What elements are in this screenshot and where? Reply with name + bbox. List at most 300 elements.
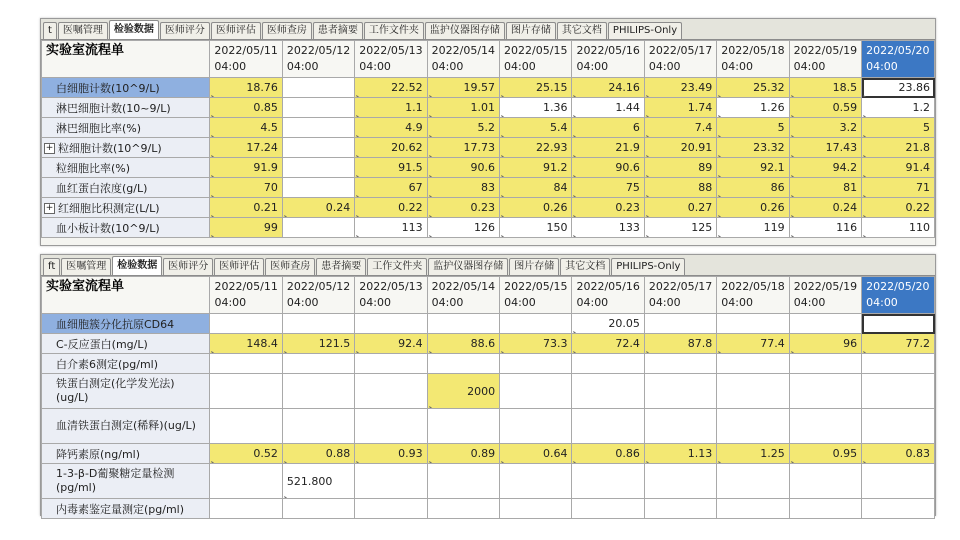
result-cell[interactable]	[355, 178, 427, 198]
result-cell[interactable]	[355, 374, 427, 409]
date-column-header[interactable]	[282, 41, 354, 78]
table-row	[42, 409, 935, 444]
result-cell[interactable]	[572, 314, 644, 334]
tab-9[interactable]: 其它文档	[557, 22, 607, 39]
column-date: 2022/05/19	[793, 44, 858, 57]
result-cell[interactable]	[210, 314, 282, 334]
result-cell[interactable]	[789, 218, 861, 238]
result-cell[interactable]	[282, 118, 354, 138]
result-cell[interactable]	[572, 444, 644, 464]
row-label-text: 血小板计数(10^9/L)	[56, 221, 160, 235]
result-cell[interactable]	[282, 178, 354, 198]
tab-10[interactable]: PHILIPS-Only	[608, 22, 682, 39]
result-cell[interactable]	[862, 118, 935, 138]
result-cell[interactable]	[717, 98, 789, 118]
result-cell[interactable]	[355, 314, 427, 334]
result-cell[interactable]	[500, 409, 572, 444]
result-cell[interactable]	[500, 78, 572, 98]
row-label[interactable]	[42, 118, 210, 138]
result-cell[interactable]	[427, 218, 499, 238]
result-cell[interactable]	[355, 138, 427, 158]
result-cell[interactable]	[644, 444, 716, 464]
result-cell[interactable]	[717, 118, 789, 138]
result-value: 17.73	[463, 141, 496, 154]
result-value: 7.4	[694, 121, 713, 134]
result-cell[interactable]	[717, 374, 789, 409]
result-value: 90.6	[470, 161, 496, 174]
result-cell[interactable]	[427, 499, 499, 519]
result-cell[interactable]	[210, 98, 282, 118]
date-column-header[interactable]	[717, 277, 789, 314]
date-column-header[interactable]	[644, 277, 716, 314]
result-cell[interactable]	[717, 354, 789, 374]
result-cell[interactable]	[500, 158, 572, 178]
result-cell[interactable]	[789, 374, 861, 409]
result-value: 88.6	[470, 337, 496, 350]
result-cell[interactable]	[427, 374, 499, 409]
result-cell[interactable]	[572, 198, 644, 218]
result-cell[interactable]	[862, 178, 935, 198]
result-cell[interactable]	[500, 118, 572, 138]
result-cell[interactable]	[500, 464, 572, 499]
row-label-text: 降钙素原(ng/ml)	[56, 447, 141, 461]
date-column-header[interactable]	[789, 41, 861, 78]
result-cell[interactable]	[644, 464, 716, 499]
row-label[interactable]	[42, 374, 210, 409]
table-row	[42, 314, 935, 334]
result-cell[interactable]	[862, 138, 935, 158]
result-cell[interactable]	[572, 499, 644, 519]
result-cell[interactable]	[862, 374, 935, 409]
result-cell[interactable]	[717, 334, 789, 354]
result-cell[interactable]	[862, 354, 935, 374]
result-value: 92.1	[760, 161, 785, 174]
result-cell[interactable]	[210, 334, 282, 354]
result-cell[interactable]	[789, 98, 861, 118]
result-cell[interactable]	[427, 178, 499, 198]
result-cell[interactable]	[717, 444, 789, 464]
result-value: 22.52	[391, 81, 423, 94]
result-value: 96	[843, 337, 858, 350]
tab-6[interactable]: 工作文件夹	[367, 258, 427, 275]
date-column-header[interactable]	[789, 277, 861, 314]
tab-10[interactable]: PHILIPS-Only	[611, 258, 685, 275]
result-cell[interactable]	[427, 409, 499, 444]
result-value: 5.4	[549, 121, 568, 134]
result-cell[interactable]	[572, 118, 644, 138]
result-cell[interactable]	[427, 98, 499, 118]
tab-8[interactable]: 图片存储	[509, 258, 559, 275]
result-cell[interactable]	[572, 138, 644, 158]
column-date: 2022/05/12	[286, 44, 351, 57]
result-cell[interactable]	[282, 78, 354, 98]
row-label-text: 粒细胞比率(%)	[56, 161, 131, 175]
tab-8[interactable]: 图片存储	[506, 22, 556, 39]
cell-marker-icon	[718, 235, 723, 237]
date-column-header[interactable]	[500, 277, 572, 314]
result-cell[interactable]	[427, 354, 499, 374]
result-cell[interactable]	[355, 98, 427, 118]
result-cell[interactable]	[355, 354, 427, 374]
date-column-header[interactable]	[572, 41, 644, 78]
result-cell[interactable]	[427, 314, 499, 334]
table-row	[42, 464, 935, 499]
result-cell[interactable]	[282, 198, 354, 218]
result-value: 90.6	[615, 161, 640, 174]
row-label[interactable]	[42, 178, 210, 198]
result-value: 1.2	[912, 101, 930, 114]
result-cell[interactable]	[210, 198, 282, 218]
result-cell[interactable]	[789, 158, 861, 178]
table-row	[42, 158, 935, 178]
result-value: 0.83	[905, 447, 930, 460]
result-cell[interactable]	[282, 218, 354, 238]
result-cell[interactable]	[644, 178, 716, 198]
tab-fragment[interactable]: t	[43, 22, 57, 39]
row-label[interactable]	[42, 334, 210, 354]
result-cell[interactable]	[282, 409, 354, 444]
result-value: 86	[770, 181, 785, 194]
result-cell[interactable]	[210, 78, 282, 98]
result-cell[interactable]	[355, 218, 427, 238]
result-cell[interactable]	[572, 158, 644, 178]
result-value: 25.32	[753, 81, 785, 94]
result-cell[interactable]	[210, 464, 282, 499]
result-cell[interactable]	[355, 409, 427, 444]
column-time: 04:00	[576, 296, 609, 309]
result-cell[interactable]	[717, 158, 789, 178]
lab-flowsheet-table	[41, 276, 935, 519]
result-cell[interactable]	[427, 78, 499, 98]
result-value: 94.2	[832, 161, 858, 174]
result-cell[interactable]	[862, 198, 935, 218]
result-cell[interactable]	[644, 118, 716, 138]
row-label-text: C-反应蛋白(mg/L)	[56, 337, 148, 351]
tab-2[interactable]: 医师评分	[163, 258, 213, 275]
result-value: 91.5	[398, 161, 423, 174]
tab-6[interactable]: 工作文件夹	[364, 22, 424, 39]
result-cell[interactable]	[717, 198, 789, 218]
tab-fragment[interactable]: ft	[43, 258, 60, 275]
result-cell[interactable]	[789, 138, 861, 158]
result-value: 99	[263, 221, 278, 234]
table-row	[42, 178, 935, 198]
column-date: 2022/05/16	[576, 44, 640, 57]
result-value: 20.05	[608, 317, 640, 330]
result-cell[interactable]	[427, 198, 499, 218]
result-cell[interactable]	[282, 444, 354, 464]
result-value: 121.5	[318, 337, 351, 350]
result-cell[interactable]	[862, 218, 935, 238]
result-value: 24.16	[608, 81, 640, 94]
result-cell[interactable]	[427, 464, 499, 499]
result-cell[interactable]	[862, 78, 935, 98]
result-cell[interactable]	[717, 178, 789, 198]
result-cell[interactable]	[572, 178, 644, 198]
date-column-header[interactable]	[427, 41, 499, 78]
tab-0[interactable]: 医嘱管理	[61, 258, 111, 275]
date-column-header[interactable]	[355, 41, 427, 78]
result-cell[interactable]	[210, 178, 282, 198]
result-cell[interactable]	[282, 374, 354, 409]
row-label-text: 内毒素鉴定量测定(pg/ml)	[56, 502, 185, 516]
result-cell[interactable]	[355, 158, 427, 178]
result-cell[interactable]	[500, 354, 572, 374]
date-column-header[interactable]	[210, 277, 282, 314]
column-date: 2022/05/18	[721, 280, 785, 293]
result-cell[interactable]	[644, 198, 716, 218]
tab-7[interactable]: 监护仪器图存储	[428, 258, 508, 275]
result-cell[interactable]	[282, 499, 354, 519]
result-cell[interactable]	[572, 98, 644, 118]
result-value: 70	[263, 181, 278, 194]
row-label[interactable]	[42, 158, 210, 178]
result-cell[interactable]	[644, 218, 716, 238]
tab-5[interactable]: 患者摘要	[316, 258, 366, 275]
result-cell[interactable]	[427, 444, 499, 464]
result-value: 21.9	[615, 141, 640, 154]
column-date: 2022/05/15	[504, 280, 568, 293]
result-cell[interactable]	[789, 499, 861, 519]
column-date: 2022/05/13	[359, 44, 423, 57]
result-value: 18.76	[246, 81, 278, 94]
result-cell[interactable]	[717, 409, 789, 444]
result-value: 521.800	[286, 474, 333, 488]
row-label-text: 血红蛋白浓度(g/L)	[56, 181, 148, 195]
result-cell[interactable]	[210, 444, 282, 464]
result-cell[interactable]	[282, 334, 354, 354]
result-cell[interactable]	[427, 158, 499, 178]
result-cell[interactable]	[427, 138, 499, 158]
result-value: 17.43	[825, 141, 858, 154]
tab-5[interactable]: 患者摘要	[313, 22, 363, 39]
result-cell[interactable]	[644, 78, 716, 98]
result-value: 91.4	[905, 161, 930, 174]
result-cell[interactable]	[500, 499, 572, 519]
result-cell[interactable]	[717, 78, 789, 98]
result-cell[interactable]	[282, 138, 354, 158]
result-cell[interactable]	[862, 158, 935, 178]
tab-3[interactable]: 医师评估	[211, 22, 261, 39]
result-cell[interactable]	[862, 98, 935, 118]
result-cell[interactable]	[427, 334, 499, 354]
result-cell[interactable]	[500, 334, 572, 354]
result-cell[interactable]	[355, 444, 427, 464]
result-cell[interactable]	[210, 158, 282, 178]
row-label[interactable]	[42, 444, 210, 464]
row-label[interactable]	[42, 499, 210, 519]
tab-9[interactable]: 其它文档	[560, 258, 610, 275]
result-cell[interactable]	[644, 98, 716, 118]
date-column-header[interactable]	[862, 41, 935, 78]
tab-1[interactable]: 检验数据	[112, 256, 162, 275]
row-label[interactable]	[42, 314, 210, 334]
result-cell[interactable]	[210, 138, 282, 158]
result-cell[interactable]	[789, 198, 861, 218]
date-column-header[interactable]	[355, 277, 427, 314]
result-cell[interactable]	[355, 464, 427, 499]
result-cell[interactable]	[282, 464, 354, 499]
date-column-header[interactable]	[427, 277, 499, 314]
result-cell[interactable]	[500, 98, 572, 118]
result-cell[interactable]	[210, 218, 282, 238]
result-cell[interactable]	[282, 354, 354, 374]
tab-4[interactable]: 医师查房	[265, 258, 315, 275]
column-date: 2022/05/15	[504, 44, 568, 57]
result-cell[interactable]	[862, 499, 935, 519]
result-cell[interactable]	[572, 334, 644, 354]
result-cell[interactable]	[644, 158, 716, 178]
table-row	[42, 118, 935, 138]
result-cell[interactable]	[789, 118, 861, 138]
result-cell[interactable]	[644, 354, 716, 374]
result-cell[interactable]	[789, 78, 861, 98]
result-cell[interactable]	[210, 409, 282, 444]
result-cell[interactable]	[862, 444, 935, 464]
table-row	[42, 138, 935, 158]
result-cell[interactable]	[644, 374, 716, 409]
result-cell[interactable]	[717, 138, 789, 158]
result-cell[interactable]	[210, 499, 282, 519]
tab-1[interactable]: 检验数据	[109, 20, 159, 39]
column-time: 04:00	[214, 296, 247, 309]
result-cell[interactable]	[717, 218, 789, 238]
result-cell[interactable]	[282, 314, 354, 334]
expand-icon[interactable]: +	[45, 143, 54, 153]
result-cell[interactable]	[789, 464, 861, 499]
result-cell[interactable]	[789, 409, 861, 444]
result-cell[interactable]	[862, 409, 935, 444]
result-cell[interactable]	[717, 499, 789, 519]
tab-bar	[41, 19, 935, 40]
column-time: 04:00	[721, 296, 753, 309]
result-cell[interactable]	[500, 314, 572, 334]
date-column-header[interactable]	[572, 277, 644, 314]
result-cell[interactable]	[355, 78, 427, 98]
table-row	[42, 78, 935, 98]
row-label[interactable]	[42, 78, 210, 98]
result-cell[interactable]	[789, 334, 861, 354]
result-value: 119	[763, 221, 785, 234]
result-cell[interactable]	[862, 314, 935, 334]
result-value: 0.24	[832, 201, 858, 214]
cell-marker-icon	[356, 235, 361, 237]
column-time: 04:00	[576, 60, 609, 73]
date-column-header[interactable]	[644, 41, 716, 78]
result-value: 81	[843, 181, 858, 194]
result-cell[interactable]	[210, 118, 282, 138]
date-column-header[interactable]	[500, 41, 572, 78]
date-column-header[interactable]	[210, 41, 282, 78]
result-value: 2000	[467, 384, 496, 398]
result-cell[interactable]	[500, 138, 572, 158]
result-cell[interactable]	[500, 444, 572, 464]
result-cell[interactable]	[500, 178, 572, 198]
result-value: 18.5	[832, 81, 858, 94]
result-cell[interactable]	[644, 499, 716, 519]
result-cell[interactable]	[572, 464, 644, 499]
result-value: 25.15	[535, 81, 568, 94]
result-cell[interactable]	[789, 314, 861, 334]
row-label-text: 铁蛋白测定(化学发光法)(ug/L)	[56, 377, 175, 404]
result-value: 133	[618, 221, 640, 234]
row-label[interactable]	[42, 98, 210, 118]
result-cell[interactable]	[572, 354, 644, 374]
result-cell[interactable]	[789, 444, 861, 464]
result-cell[interactable]	[500, 374, 572, 409]
result-cell[interactable]	[282, 158, 354, 178]
result-cell[interactable]	[210, 354, 282, 374]
result-cell[interactable]	[500, 198, 572, 218]
result-cell[interactable]	[355, 499, 427, 519]
result-value: 110	[909, 221, 930, 234]
lab-flowsheet-panel-top	[40, 18, 936, 246]
expand-icon[interactable]: +	[45, 203, 54, 213]
result-cell[interactable]	[862, 334, 935, 354]
result-cell[interactable]	[644, 409, 716, 444]
tab-3[interactable]: 医师评估	[214, 258, 264, 275]
result-cell[interactable]	[210, 374, 282, 409]
tab-0[interactable]: 医嘱管理	[58, 22, 108, 39]
column-time: 04:00	[721, 60, 753, 73]
result-cell[interactable]	[427, 118, 499, 138]
column-date: 2022/05/20	[866, 44, 930, 57]
table-row	[42, 198, 935, 218]
row-label[interactable]	[42, 354, 210, 374]
row-label-text: 血细胞簇分化抗原CD64	[56, 317, 175, 331]
table-row	[42, 218, 935, 238]
result-cell[interactable]	[355, 118, 427, 138]
result-cell[interactable]	[282, 98, 354, 118]
date-column-header[interactable]	[862, 277, 935, 314]
result-cell[interactable]	[789, 178, 861, 198]
column-time: 04:00	[793, 296, 826, 309]
result-cell[interactable]	[572, 409, 644, 444]
tab-4[interactable]: 医师查房	[262, 22, 312, 39]
result-value: 4.5	[260, 121, 278, 134]
tab-2[interactable]: 医师评分	[160, 22, 210, 39]
row-label[interactable]	[42, 198, 210, 218]
result-cell[interactable]	[862, 464, 935, 499]
column-time: 04:00	[793, 60, 826, 73]
result-cell[interactable]	[717, 464, 789, 499]
result-value: 0.85	[253, 101, 278, 114]
result-cell[interactable]	[572, 218, 644, 238]
result-cell[interactable]	[355, 334, 427, 354]
result-value: 21.8	[905, 141, 930, 154]
result-cell[interactable]	[500, 218, 572, 238]
result-cell[interactable]	[355, 198, 427, 218]
result-cell[interactable]	[644, 334, 716, 354]
row-label[interactable]	[42, 218, 210, 238]
row-label[interactable]	[42, 409, 210, 444]
date-column-header[interactable]	[717, 41, 789, 78]
row-label[interactable]	[42, 138, 210, 158]
result-cell[interactable]	[644, 138, 716, 158]
result-cell[interactable]	[572, 78, 644, 98]
result-cell[interactable]	[717, 314, 789, 334]
result-cell[interactable]	[789, 354, 861, 374]
result-cell[interactable]	[572, 374, 644, 409]
tab-bar	[41, 255, 935, 276]
row-label[interactable]	[42, 464, 210, 499]
tab-7[interactable]: 监护仪器图存储	[425, 22, 505, 39]
result-value: 0.88	[325, 447, 351, 460]
date-column-header[interactable]	[282, 277, 354, 314]
flowsheet-title: 实验室流程单	[42, 277, 210, 314]
result-cell[interactable]	[644, 314, 716, 334]
result-value: 150	[546, 221, 568, 234]
